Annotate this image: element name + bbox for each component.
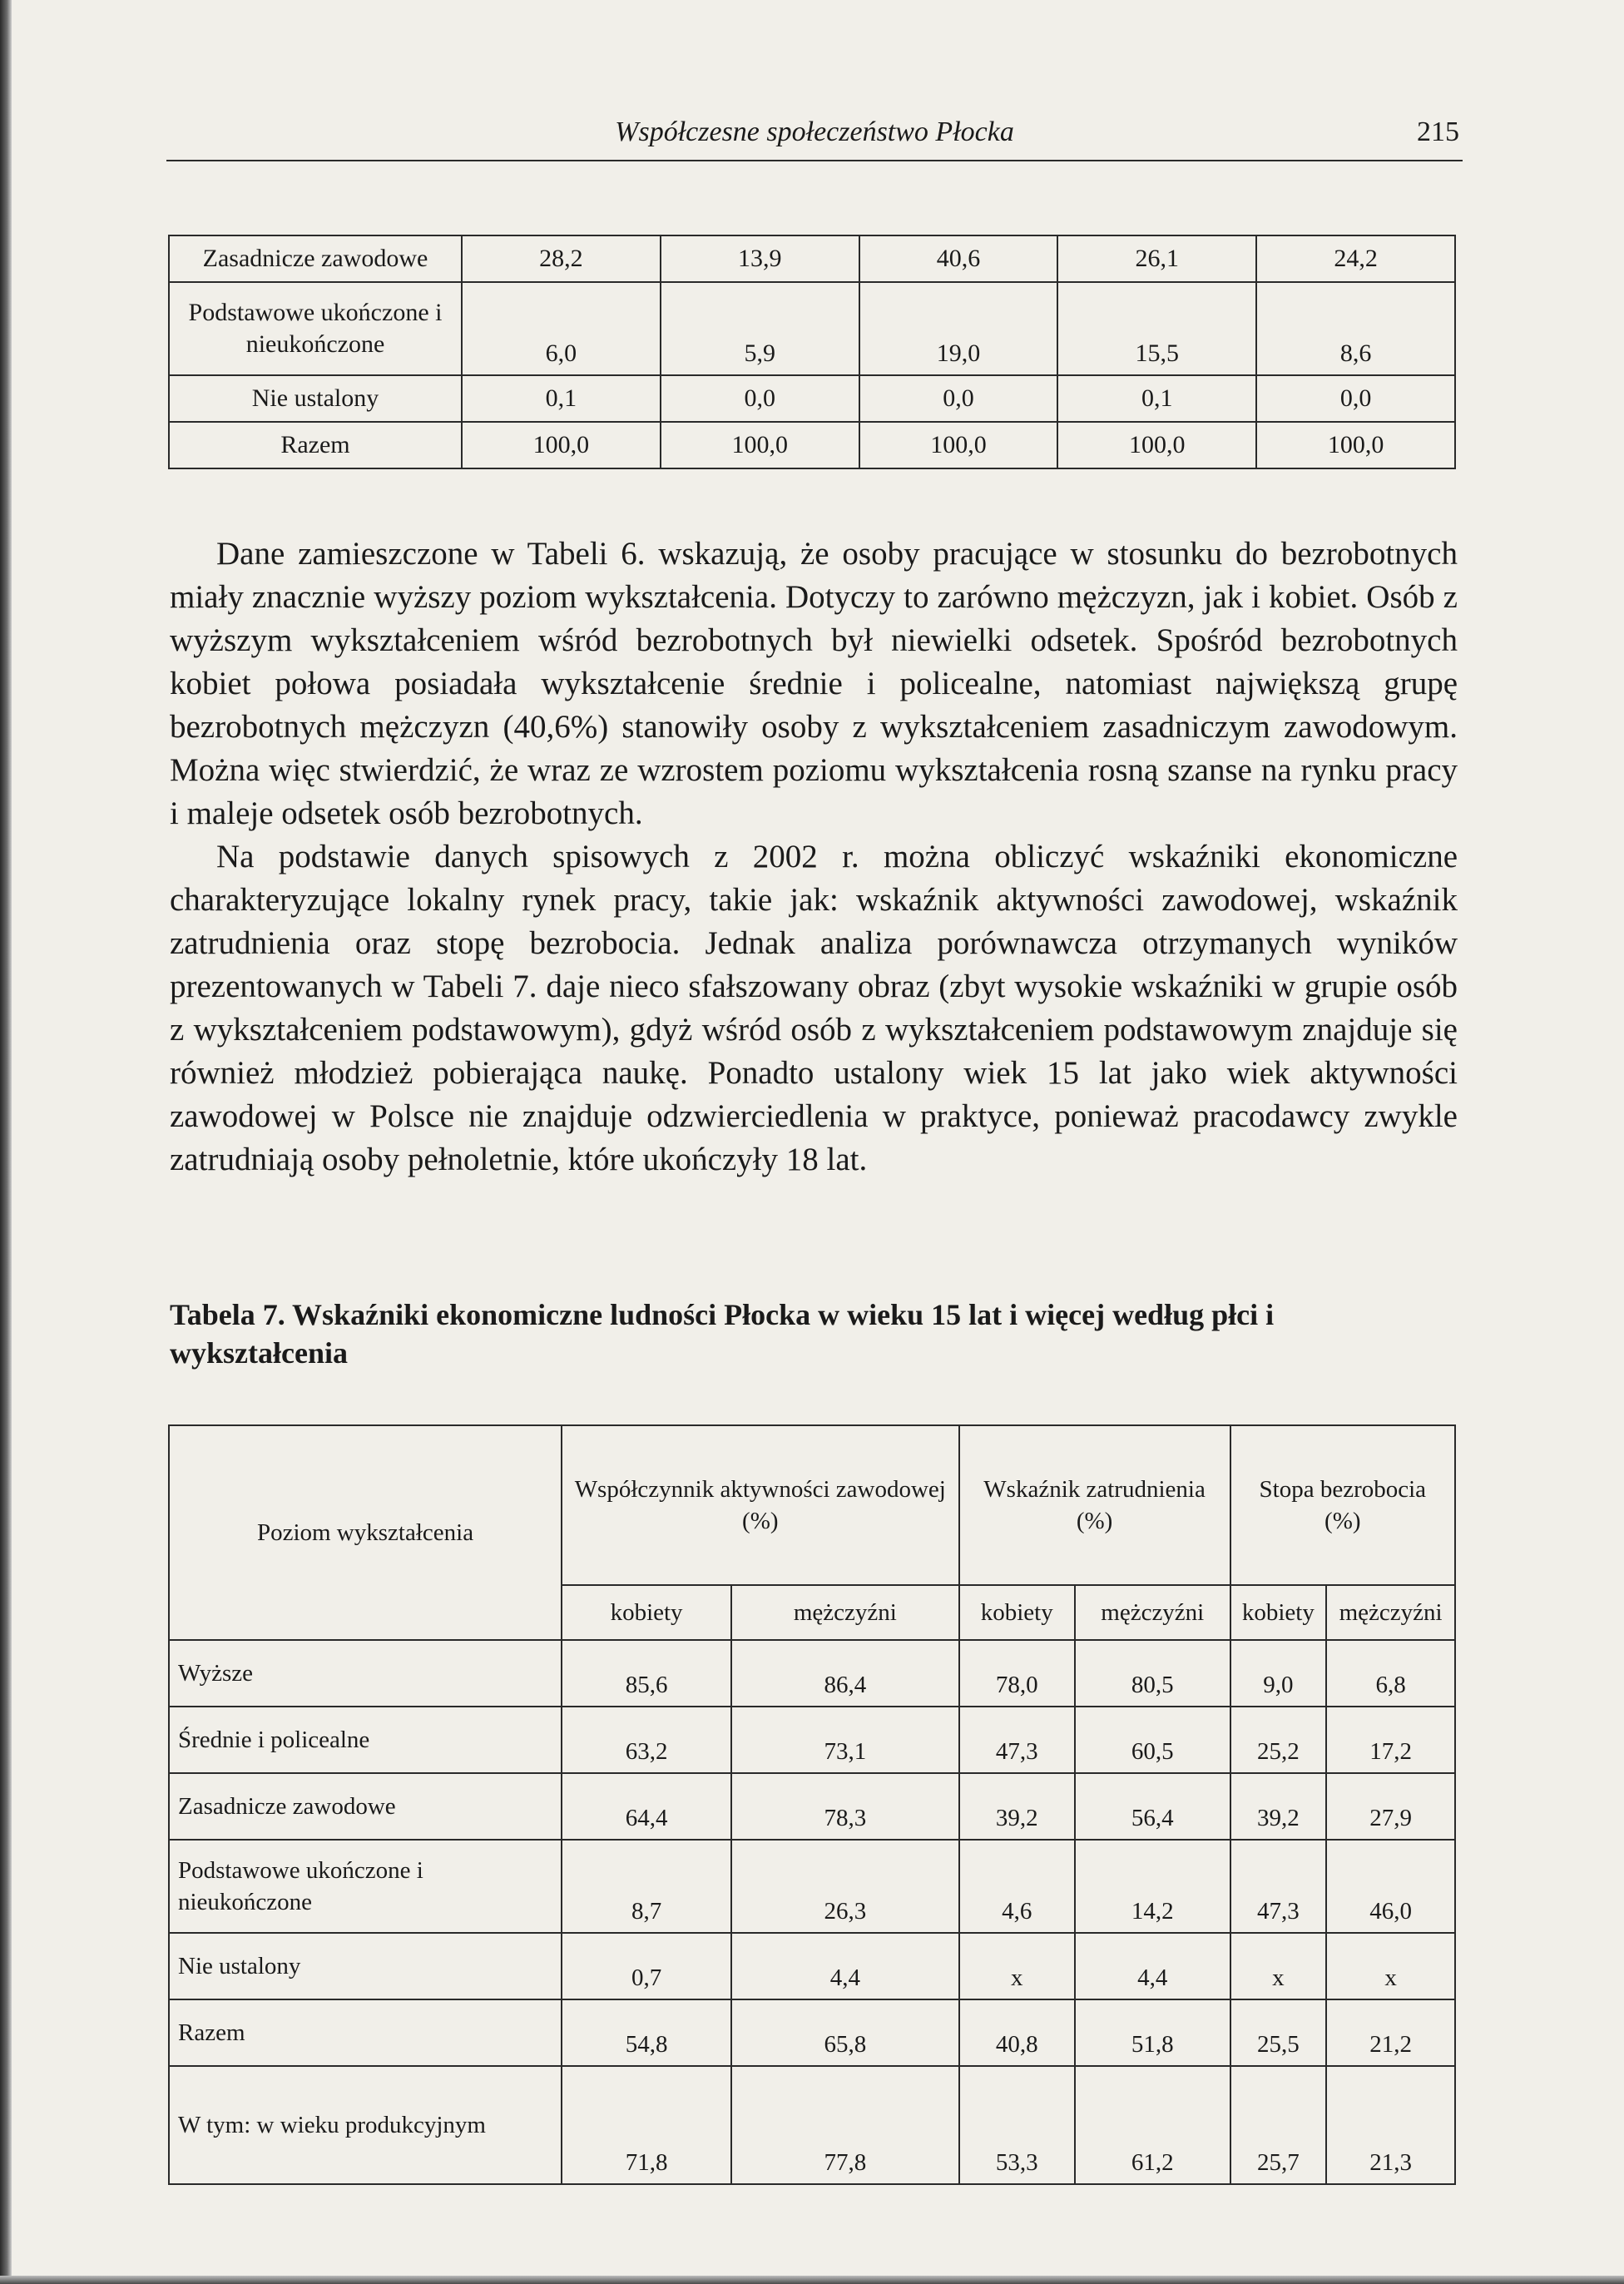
table-row [169,1773,1455,1840]
row-label: Średnie i policealne [169,1707,562,1773]
cell: 0,0 [661,375,859,422]
running-header [166,110,1463,161]
table-7 [168,1424,1456,2185]
row-label: Zasadnicze zawodowe [169,235,462,282]
row-label: Nie ustalony [169,1933,562,1999]
cell: 26,3 [731,1840,958,1933]
table-header-row [169,1425,1455,1585]
row-label: Wyższe [169,1640,562,1707]
cell: 14,2 [1075,1840,1230,1933]
cell: 8,6 [1256,282,1455,375]
cell: 39,2 [1230,1773,1327,1840]
table-row [169,422,1455,468]
header-employment-rate: Wskaźnik zatrudnienia (%) [959,1425,1230,1585]
cell: 78,0 [959,1640,1075,1707]
header-activity-rate: Współczynnik aktywności zawodowej (%) [562,1425,959,1585]
cell: 54,8 [562,1999,731,2066]
cell: 85,6 [562,1640,731,1707]
cell: 80,5 [1075,1640,1230,1707]
cell: 24,2 [1256,235,1455,282]
cell: 63,2 [562,1707,731,1773]
cell: 9,0 [1230,1640,1327,1707]
cell: 100,0 [462,422,661,468]
cell: 27,9 [1326,1773,1455,1840]
cell: 25,5 [1230,1999,1327,2066]
header-education-level: Poziom wykształcenia [169,1425,562,1640]
cell: 56,4 [1075,1773,1230,1840]
running-title: Współczesne społeczeństwo Płocka [615,116,1014,147]
cell: 100,0 [1057,422,1256,468]
table-row [169,2066,1455,2184]
subheader-women: kobiety [562,1585,731,1640]
table-row [169,1840,1455,1933]
table-row [169,282,1455,375]
subheader-men: mężczyźni [1075,1585,1230,1640]
cell: 6,8 [1326,1640,1455,1707]
cell: 73,1 [731,1707,958,1773]
cell: 4,4 [1075,1933,1230,1999]
cell: 78,3 [731,1773,958,1840]
subheader-women: kobiety [959,1585,1075,1640]
cell: 0,1 [1057,375,1256,422]
subheader-men: mężczyźni [1326,1585,1455,1640]
paragraph: Dane zamieszczone w Tabeli 6. wskazują, że osoby pracujące w stosunku do bezrobotnych miały znacznie wyższy poziom wykształcenia. Dotyczy to zarówno mężczyzn, jak i kobiet. Osób z wyższym wykształceniem wśród bezrobotnych był niewielki odsetek. Spośród bezrobotnych kobiet połowa posiadała wykształcenie średnie i policealne, natomiast największą grupę bezrobotnych mężczyzn (40,6%) stanowiły osoby z wykształceniem zasadniczym zawodowym. Można więc stwierdzić, że wraz ze wzrostem poziomu wykształcenia rosną szanse na rynku pracy i maleje odsetek osób bezrobotnych. [170,536,1458,831]
page-edge-bottom [0,2276,1624,2284]
cell: 64,4 [562,1773,731,1840]
cell: 6,0 [462,282,661,375]
page-number: 215 [1417,116,1459,147]
cell: 15,5 [1057,282,1256,375]
table-row [169,375,1455,422]
cell: 28,2 [462,235,661,282]
cell: 40,6 [859,235,1058,282]
cell: x [1230,1933,1327,1999]
table-6-continued [168,235,1456,469]
cell: 5,9 [661,282,859,375]
header-unemployment-rate: Stopa bezrobocia (%) [1230,1425,1455,1585]
cell: 51,8 [1075,1999,1230,2066]
table-7-caption: Tabela 7. Wskaźniki ekonomiczne ludności Płocka w wieku 15 lat i więcej według płci i wykształcenia [170,1298,1275,1370]
row-label: Zasadnicze zawodowe [169,1773,562,1840]
page-edge-left [0,0,12,2284]
cell: 21,2 [1326,1999,1455,2066]
cell: 40,8 [959,1999,1075,2066]
cell: 8,7 [562,1840,731,1933]
subheader-men: mężczyźni [731,1585,958,1640]
cell: 65,8 [731,1999,958,2066]
row-label: Razem [169,422,462,468]
cell: 46,0 [1326,1840,1455,1933]
body-text [170,533,1458,1182]
cell: 0,0 [859,375,1058,422]
cell: x [1326,1933,1455,1999]
table-row [169,235,1455,282]
cell: 17,2 [1326,1707,1455,1773]
cell: 71,8 [562,2066,731,2184]
cell: 4,6 [959,1840,1075,1933]
cell: 39,2 [959,1773,1075,1840]
cell: 25,2 [1230,1707,1327,1773]
cell: x [959,1933,1075,1999]
table-row [169,1707,1455,1773]
cell: 4,4 [731,1933,958,1999]
cell: 60,5 [1075,1707,1230,1773]
cell: 100,0 [1256,422,1455,468]
row-label: Podstawowe ukończone i nieukończone [169,282,462,375]
table-row [169,1640,1455,1707]
row-label: Razem [169,1999,562,2066]
cell: 21,3 [1326,2066,1455,2184]
table-row [169,1933,1455,1999]
cell: 86,4 [731,1640,958,1707]
cell: 77,8 [731,2066,958,2184]
row-label: Nie ustalony [169,375,462,422]
cell: 53,3 [959,2066,1075,2184]
cell: 25,7 [1230,2066,1327,2184]
cell: 0,1 [462,375,661,422]
cell: 100,0 [661,422,859,468]
cell: 47,3 [959,1707,1075,1773]
table-row [169,1999,1455,2066]
subheader-women: kobiety [1230,1585,1327,1640]
cell: 0,7 [562,1933,731,1999]
cell: 47,3 [1230,1840,1327,1933]
cell: 0,0 [1256,375,1455,422]
paragraph: Na podstawie danych spisowych z 2002 r. można obliczyć wskaźniki ekonomiczne charakteryzujące lokalny rynek pracy, takie jak: wskaźnik aktywności zawodowej, wskaźnik zatrudnienia oraz stopę bezrobocia. Jednak analiza porównawcza otrzymanych wyników prezentowanych w Tabeli 7. daje nieco sfałszowany obraz (zbyt wysokie wskaźniki w grupie osób z wykształceniem podstawowym), gdyż wśród osób z wykształceniem podstawowym znajduje się również młodzież pobierająca naukę. Ponadto ustalony wiek 15 lat jako wiek aktywności zawodowej w Polsce nie znajduje odzwierciedlenia w praktyce, ponieważ pracodawcy zwykle zatrudniają osoby pełnoletnie, które ukończyły 18 lat. [170,839,1458,1177]
cell: 19,0 [859,282,1058,375]
cell: 100,0 [859,422,1058,468]
row-label: Podstawowe ukończone i nieukończone [169,1840,562,1933]
row-label: W tym: w wieku produkcyjnym [169,2066,562,2184]
cell: 26,1 [1057,235,1256,282]
cell: 13,9 [661,235,859,282]
cell: 61,2 [1075,2066,1230,2184]
